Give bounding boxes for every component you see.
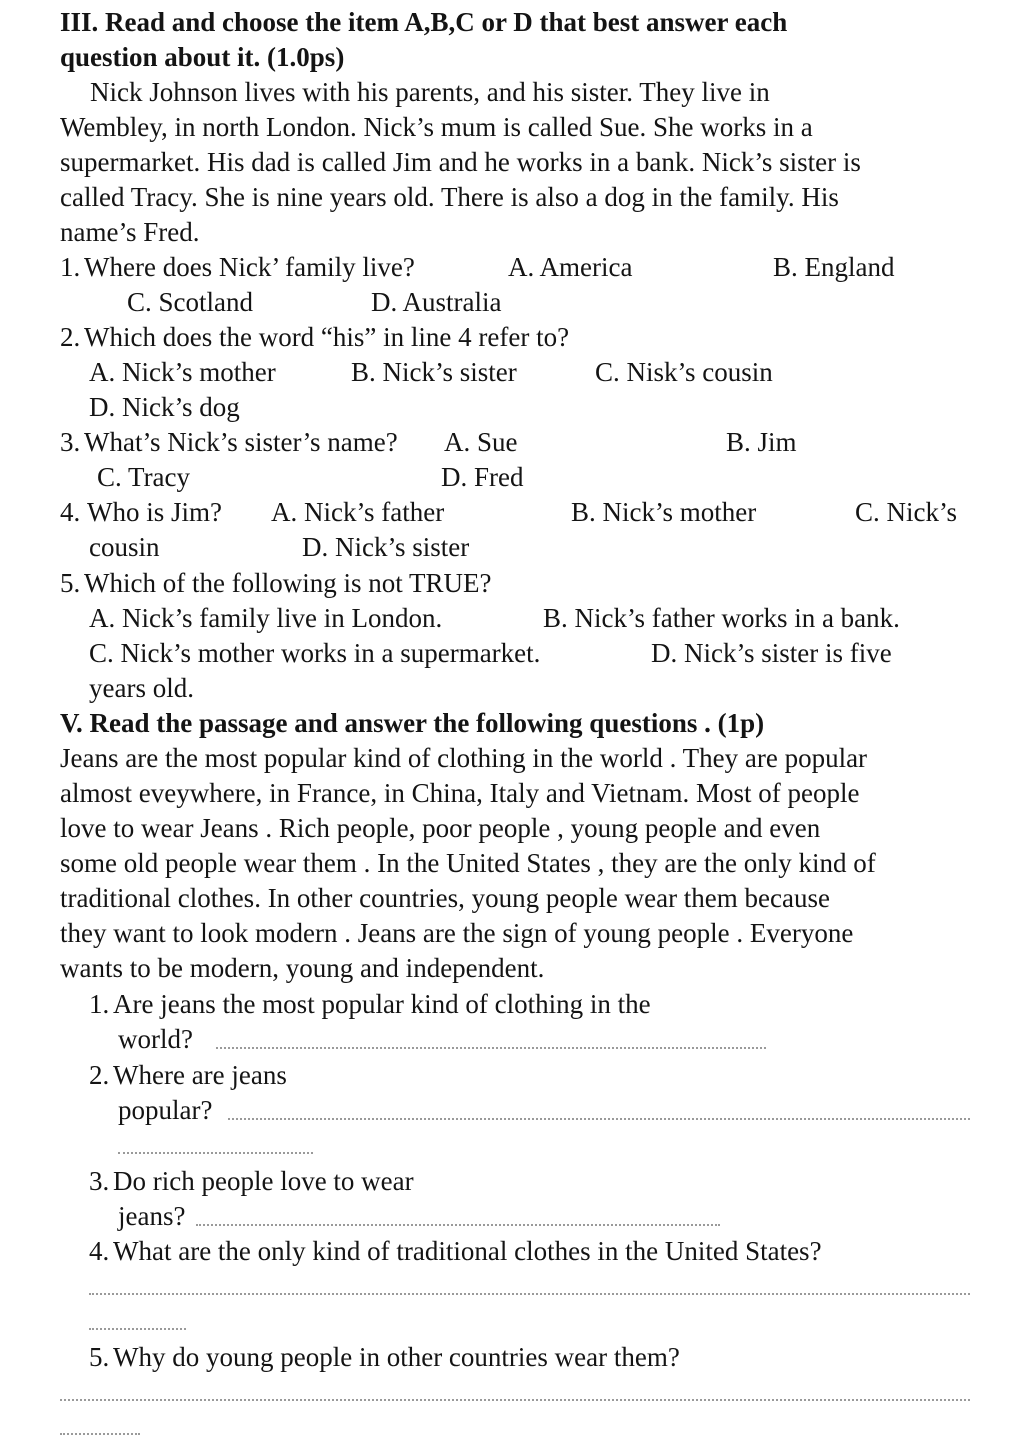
question-1-option-d: D. Australia [371, 287, 502, 317]
question-3-option-b: B. Jim [726, 427, 797, 457]
question-1-option-b: B. England [773, 252, 895, 282]
question-1-number: 1. [60, 252, 81, 282]
open-question-2-text: Where are jeans [113, 1060, 287, 1090]
question-2-text: Which does the word “his” in line 4 refer to? [84, 322, 570, 352]
question-5-text: Which of the following is not TRUE? [84, 568, 492, 598]
passage-line: some old people wear them . In the United States , they are the only kind of [60, 848, 876, 878]
open-question-3-text-continued: jeans? [118, 1201, 186, 1231]
question-3-text: What’s Nick’s sister’s name? [84, 427, 398, 457]
open-question-4-number: 4. [89, 1236, 110, 1266]
open-question-2-text-continued: popular? [118, 1095, 213, 1125]
question-5-option-c: C. Nick’s mother works in a supermarket. [89, 638, 541, 668]
passage-line: Jeans are the most popular kind of clothing in the world . They are popular [60, 743, 868, 773]
passage-line: Wembley, in north London. Nick’s mum is called Sue. She works in a [60, 112, 813, 142]
question-2-number: 2. [60, 322, 81, 352]
passage-line: Nick Johnson lives with his parents, and his sister. They live in [90, 77, 770, 107]
answer-line-3[interactable] [196, 1224, 720, 1226]
open-question-3-number: 3. [89, 1166, 110, 1196]
passage-line: they want to look modern . Jeans are the sign of young people . Everyone [60, 918, 854, 948]
question-3-option-d: D. Fred [441, 462, 524, 492]
question-5-option-d: D. Nick’s sister is five [651, 638, 892, 668]
section-5-heading: V. Read the passage and answer the following questions . (1p) [60, 708, 765, 738]
section-3-heading-line-2: question about it. (1.0ps) [60, 42, 345, 72]
passage-line: traditional clothes. In other countries, young people wear them because [60, 883, 830, 913]
open-question-3-text: Do rich people love to wear [113, 1166, 414, 1196]
answer-line-5[interactable] [60, 1399, 970, 1401]
passage-line: called Tracy. She is nine years old. There is also a dog in the family. His [60, 182, 839, 212]
question-2-option-c: C. Nisk’s cousin [595, 357, 773, 387]
question-5-number: 5. [60, 568, 81, 598]
question-4-option-b: B. Nick’s mother [571, 497, 757, 527]
section-3-heading-line-1: III. Read and choose the item A,B,C or D that best answer each [60, 7, 788, 37]
passage-line: almost eveywhere, in France, in China, Italy and Vietnam. Most of people [60, 778, 860, 808]
question-2-option-b: B. Nick’s sister [351, 357, 517, 387]
question-4-option-c: C. Nick’s [855, 497, 958, 527]
answer-line-2[interactable] [228, 1118, 970, 1120]
question-5-option-a: A. Nick’s family live in London. [89, 603, 443, 633]
answer-line-4[interactable] [89, 1293, 970, 1295]
question-5-option-b: B. Nick’s father works in a bank. [543, 603, 900, 633]
question-3-option-a: A. Sue [444, 427, 518, 457]
question-1-text: Where does Nick’ family live? [84, 252, 415, 282]
open-question-5-text: Why do young people in other countries wear them? [113, 1342, 680, 1372]
answer-line-1[interactable] [216, 1047, 766, 1049]
question-4-text: Who is Jim? [87, 497, 222, 527]
question-5-option-d-continued: years old. [89, 673, 194, 703]
passage-line: supermarket. His dad is called Jim and he works in a bank. Nick’s sister is [60, 147, 861, 177]
open-question-1-text: Are jeans the most popular kind of clothing in the [113, 989, 651, 1019]
answer-line-4-continued[interactable] [89, 1328, 186, 1330]
question-2-option-d: D. Nick’s dog [89, 392, 240, 422]
open-question-1-number: 1. [89, 989, 110, 1019]
question-3-option-c: C. Tracy [97, 462, 191, 492]
question-3-number: 3. [60, 427, 81, 457]
answer-line-2-continued[interactable] [118, 1152, 313, 1154]
question-1-option-c: C. Scotland [127, 287, 253, 317]
question-4-option-a: A. Nick’s father [271, 497, 445, 527]
passage-line: name’s Fred. [60, 217, 200, 247]
question-4-option-d: D. Nick’s sister [302, 532, 470, 562]
open-question-2-number: 2. [89, 1060, 110, 1090]
question-2-option-a: A. Nick’s mother [89, 357, 276, 387]
question-1-option-a: A. America [508, 252, 633, 282]
open-question-1-text-continued: world? [118, 1024, 193, 1054]
answer-line-5-continued[interactable] [60, 1433, 140, 1435]
question-4-number: 4. [60, 497, 81, 527]
open-question-5-number: 5. [89, 1342, 110, 1372]
passage-line: wants to be modern, young and independent. [60, 953, 545, 983]
question-4-option-c-continued: cousin [89, 532, 160, 562]
open-question-4-text: What are the only kind of traditional clothes in the United States? [113, 1236, 822, 1266]
passage-line: love to wear Jeans . Rich people, poor people , young people and even [60, 813, 821, 843]
